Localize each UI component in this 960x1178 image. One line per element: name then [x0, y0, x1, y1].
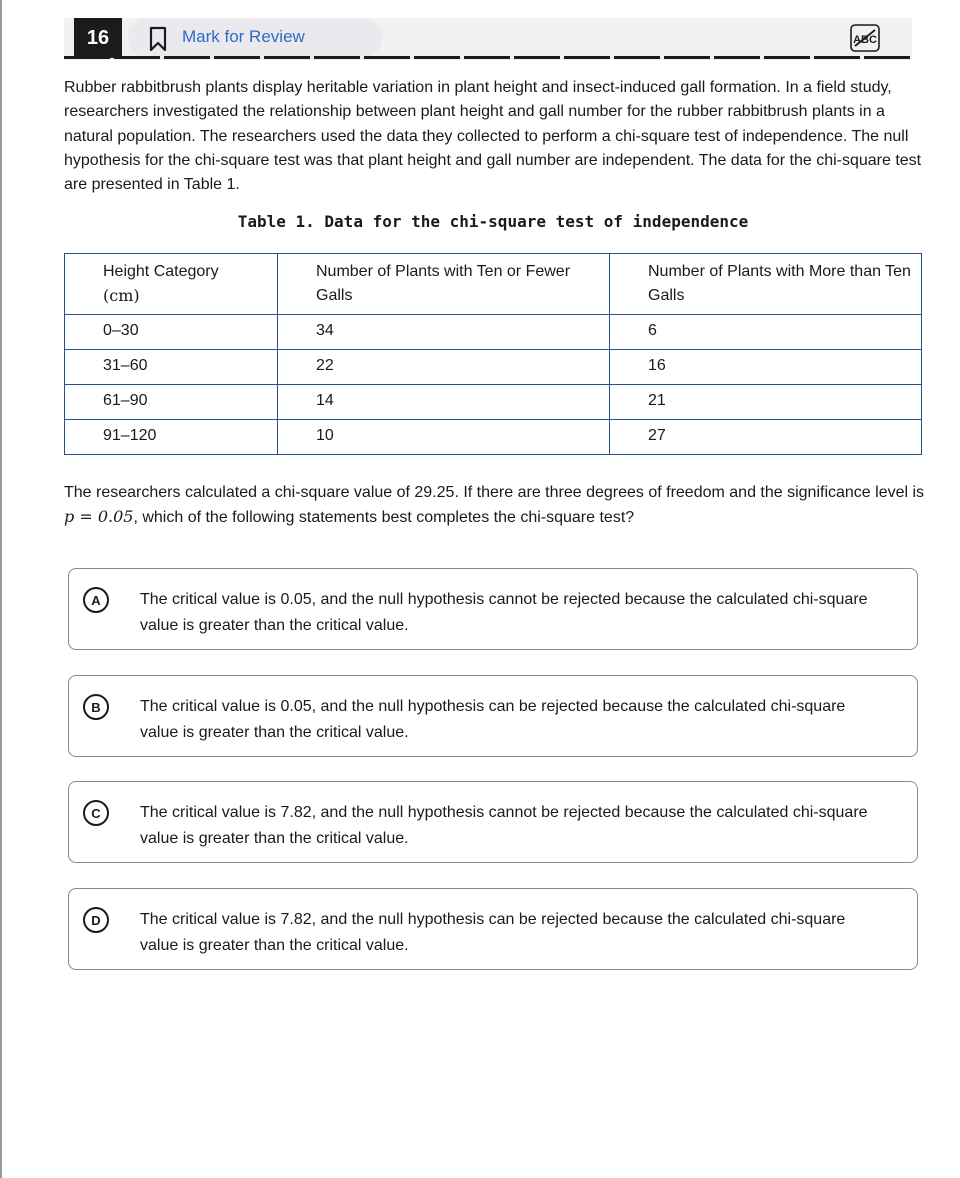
- question-prompt: [64, 481, 930, 530]
- cell-ten-or-fewer: 22: [278, 350, 610, 385]
- answer-choice-a[interactable]: [68, 568, 918, 650]
- mark-for-review-label: Mark for Review: [182, 27, 305, 46]
- choice-text-a: The critical value is 0.05, and the null hypothesis cannot be rejected because the calculated chi-square value is greater than the critical value.: [140, 591, 868, 634]
- cell-more-than-ten: 16: [610, 350, 922, 385]
- table-title: Table 1. Data for the chi-square test of independence: [237, 212, 749, 231]
- strikethrough-abc-icon[interactable]: [850, 24, 880, 52]
- left-edge-divider: [0, 0, 2, 1178]
- mark-for-review-button[interactable]: [128, 18, 382, 58]
- cell-ten-or-fewer: 34: [278, 315, 610, 350]
- question-header: [64, 18, 912, 60]
- cell-ten-or-fewer: 14: [278, 385, 610, 420]
- answer-choice-b[interactable]: [68, 675, 918, 757]
- table-row: [65, 350, 922, 385]
- answer-choice-c[interactable]: [68, 781, 918, 863]
- answer-choice-d[interactable]: [68, 888, 918, 970]
- cell-more-than-ten: 27: [610, 420, 922, 455]
- cell-height: 31–60: [65, 350, 278, 385]
- choice-letter-c: C: [83, 800, 109, 826]
- table-row: [65, 315, 922, 350]
- choice-text-c: The critical value is 7.82, and the null hypothesis cannot be rejected because the calculated chi-square value is greater than the critical value.: [140, 804, 868, 847]
- svg-text:ABC: ABC: [853, 34, 877, 46]
- question-text-after: , which of the following statements best completes the chi-square test?: [133, 509, 635, 526]
- header-ten-or-fewer: Number of Plants with Ten or Fewer Galls: [278, 254, 610, 315]
- header-height-category: [65, 254, 278, 315]
- header-height-category-unit: (cm): [103, 286, 140, 305]
- bookmark-icon: [148, 26, 168, 52]
- choice-letter-a: A: [83, 587, 109, 613]
- question-text-before: The researchers calculated a chi-square value of 29.25. If there are three degrees of freedom and the significance level is: [64, 484, 925, 501]
- choice-letter-d: D: [83, 907, 109, 933]
- cell-height: 0–30: [65, 315, 278, 350]
- header-more-than-ten: Number of Plants with More than Ten Galls: [610, 254, 922, 315]
- choice-text-b: The critical value is 0.05, and the null hypothesis can be rejected because the calculated chi-square value is greater than the critical value.: [140, 698, 846, 741]
- table-row: [65, 420, 922, 455]
- question-math: p = 0.05: [64, 507, 134, 526]
- header-dashed-divider: [64, 56, 912, 59]
- header-height-category-text: Height Category: [103, 263, 219, 280]
- choice-text-d: The critical value is 7.82, and the null hypothesis can be rejected because the calculated chi-square value is greater than the critical value.: [140, 911, 846, 954]
- question-passage: Rubber rabbitbrush plants display heritable variation in plant height and insect-induced gall formation. In a field study, researchers investigated the relationship between plant height and gall number for the rubber rabbitbrush plants in a natural population. The researchers used the data they collected to perform a chi-square test of independence. The null hypothesis for the chi-square test was that plant height and gall number are independent. The data for the chi-square test are presented in Table 1.: [64, 79, 922, 194]
- data-table: [64, 253, 922, 455]
- cell-more-than-ten: 6: [610, 315, 922, 350]
- question-number: 16: [74, 18, 122, 58]
- cell-ten-or-fewer: 10: [278, 420, 610, 455]
- cell-height: 61–90: [65, 385, 278, 420]
- table-row: [65, 385, 922, 420]
- choice-letter-b: B: [83, 694, 109, 720]
- cell-height: 91–120: [65, 420, 278, 455]
- cell-more-than-ten: 21: [610, 385, 922, 420]
- table-header-row: [65, 254, 922, 315]
